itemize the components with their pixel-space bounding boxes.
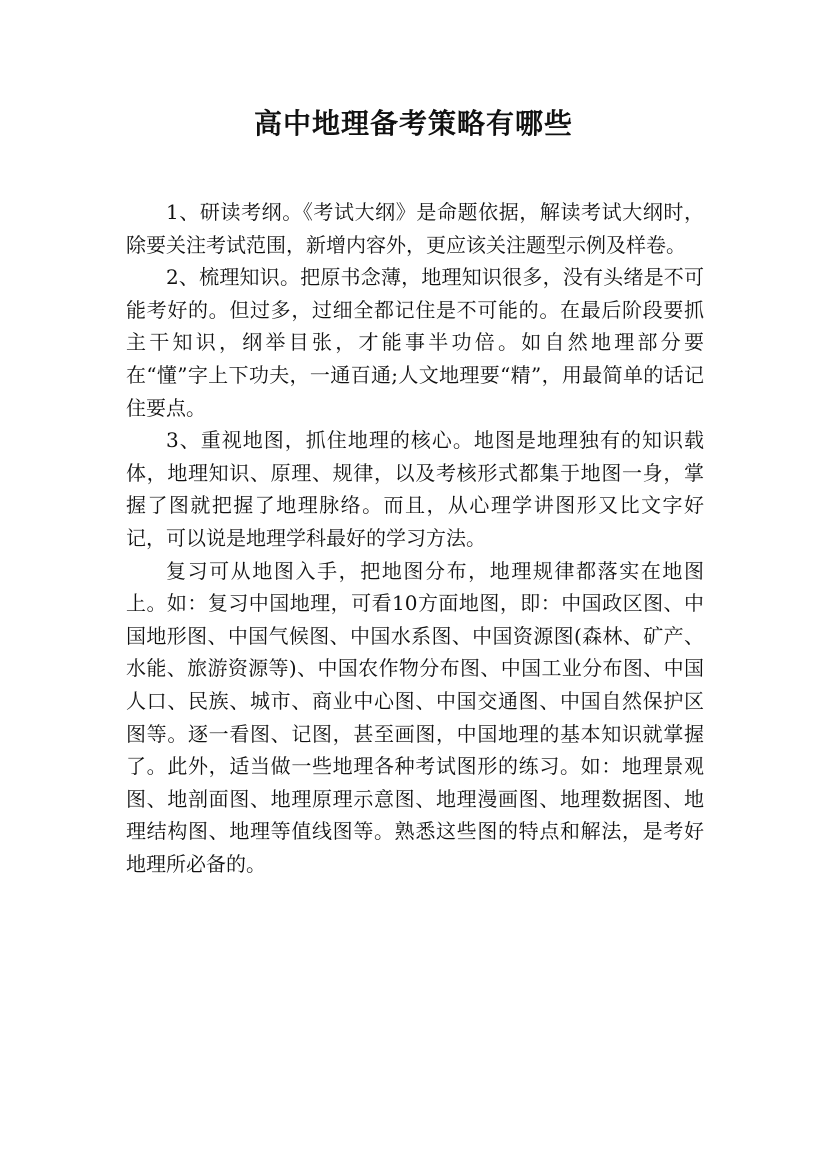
paragraph-2: 2、梳理知识。把原书念薄，地理知识很多，没有头绪是不可能考好的。但过多，过细全都记住是不可能的。在最后阶段要抓主干知识，纲举目张，才能事半功倍。如自然地理部分要在“懂”字上下功夫，一通百通;人文地理要“精”，用最简单的话记住要点。 [126, 265, 704, 420]
document-title: 高中地理备考策略有哪些 [253, 107, 573, 140]
paragraph-3: 3、重视地图，抓住地理的核心。地图是地理独有的知识载体，地理知识、原理、规律，以及考核形式都集于地图一身，掌握了图就把握了地理脉络。而且，从心理学讲图形又比文字好记，可以说是地理学科最好的学习方法。 [126, 428, 704, 550]
paragraph-1: 1、研读考纲。《考试大纲》是命题依据，解读考试大纲时，除要关注考试范围，新增内容外，更应该关注题型示例及样卷。 [126, 200, 704, 257]
document-body [126, 196, 704, 880]
paragraph-4: 复习可从地图入手，把地图分布，地理规律都落实在地图上。如：复习中国地理，可看10方面地图，即：中国政区图、中国地形图、中国气候图、中国水系图、中国资源图(森林、矿产、水能、旅游资源等)、中国农作物分布图、中国工业分布图、中国人口、民族、城市、商业中心图、中国交通图、中国自然保护区图等。逐一看图、记图，甚至画图，中国地理的基本知识就掌握了。此外，适当做一些地理各种考试图形的练习。如：地理景观图、地剖面图、地理原理示意图、地理漫画图、地理数据图、地理结构图、地理等值线图等。熟悉这些图的特点和解法，是考好地理所必备的。 [126, 558, 704, 876]
